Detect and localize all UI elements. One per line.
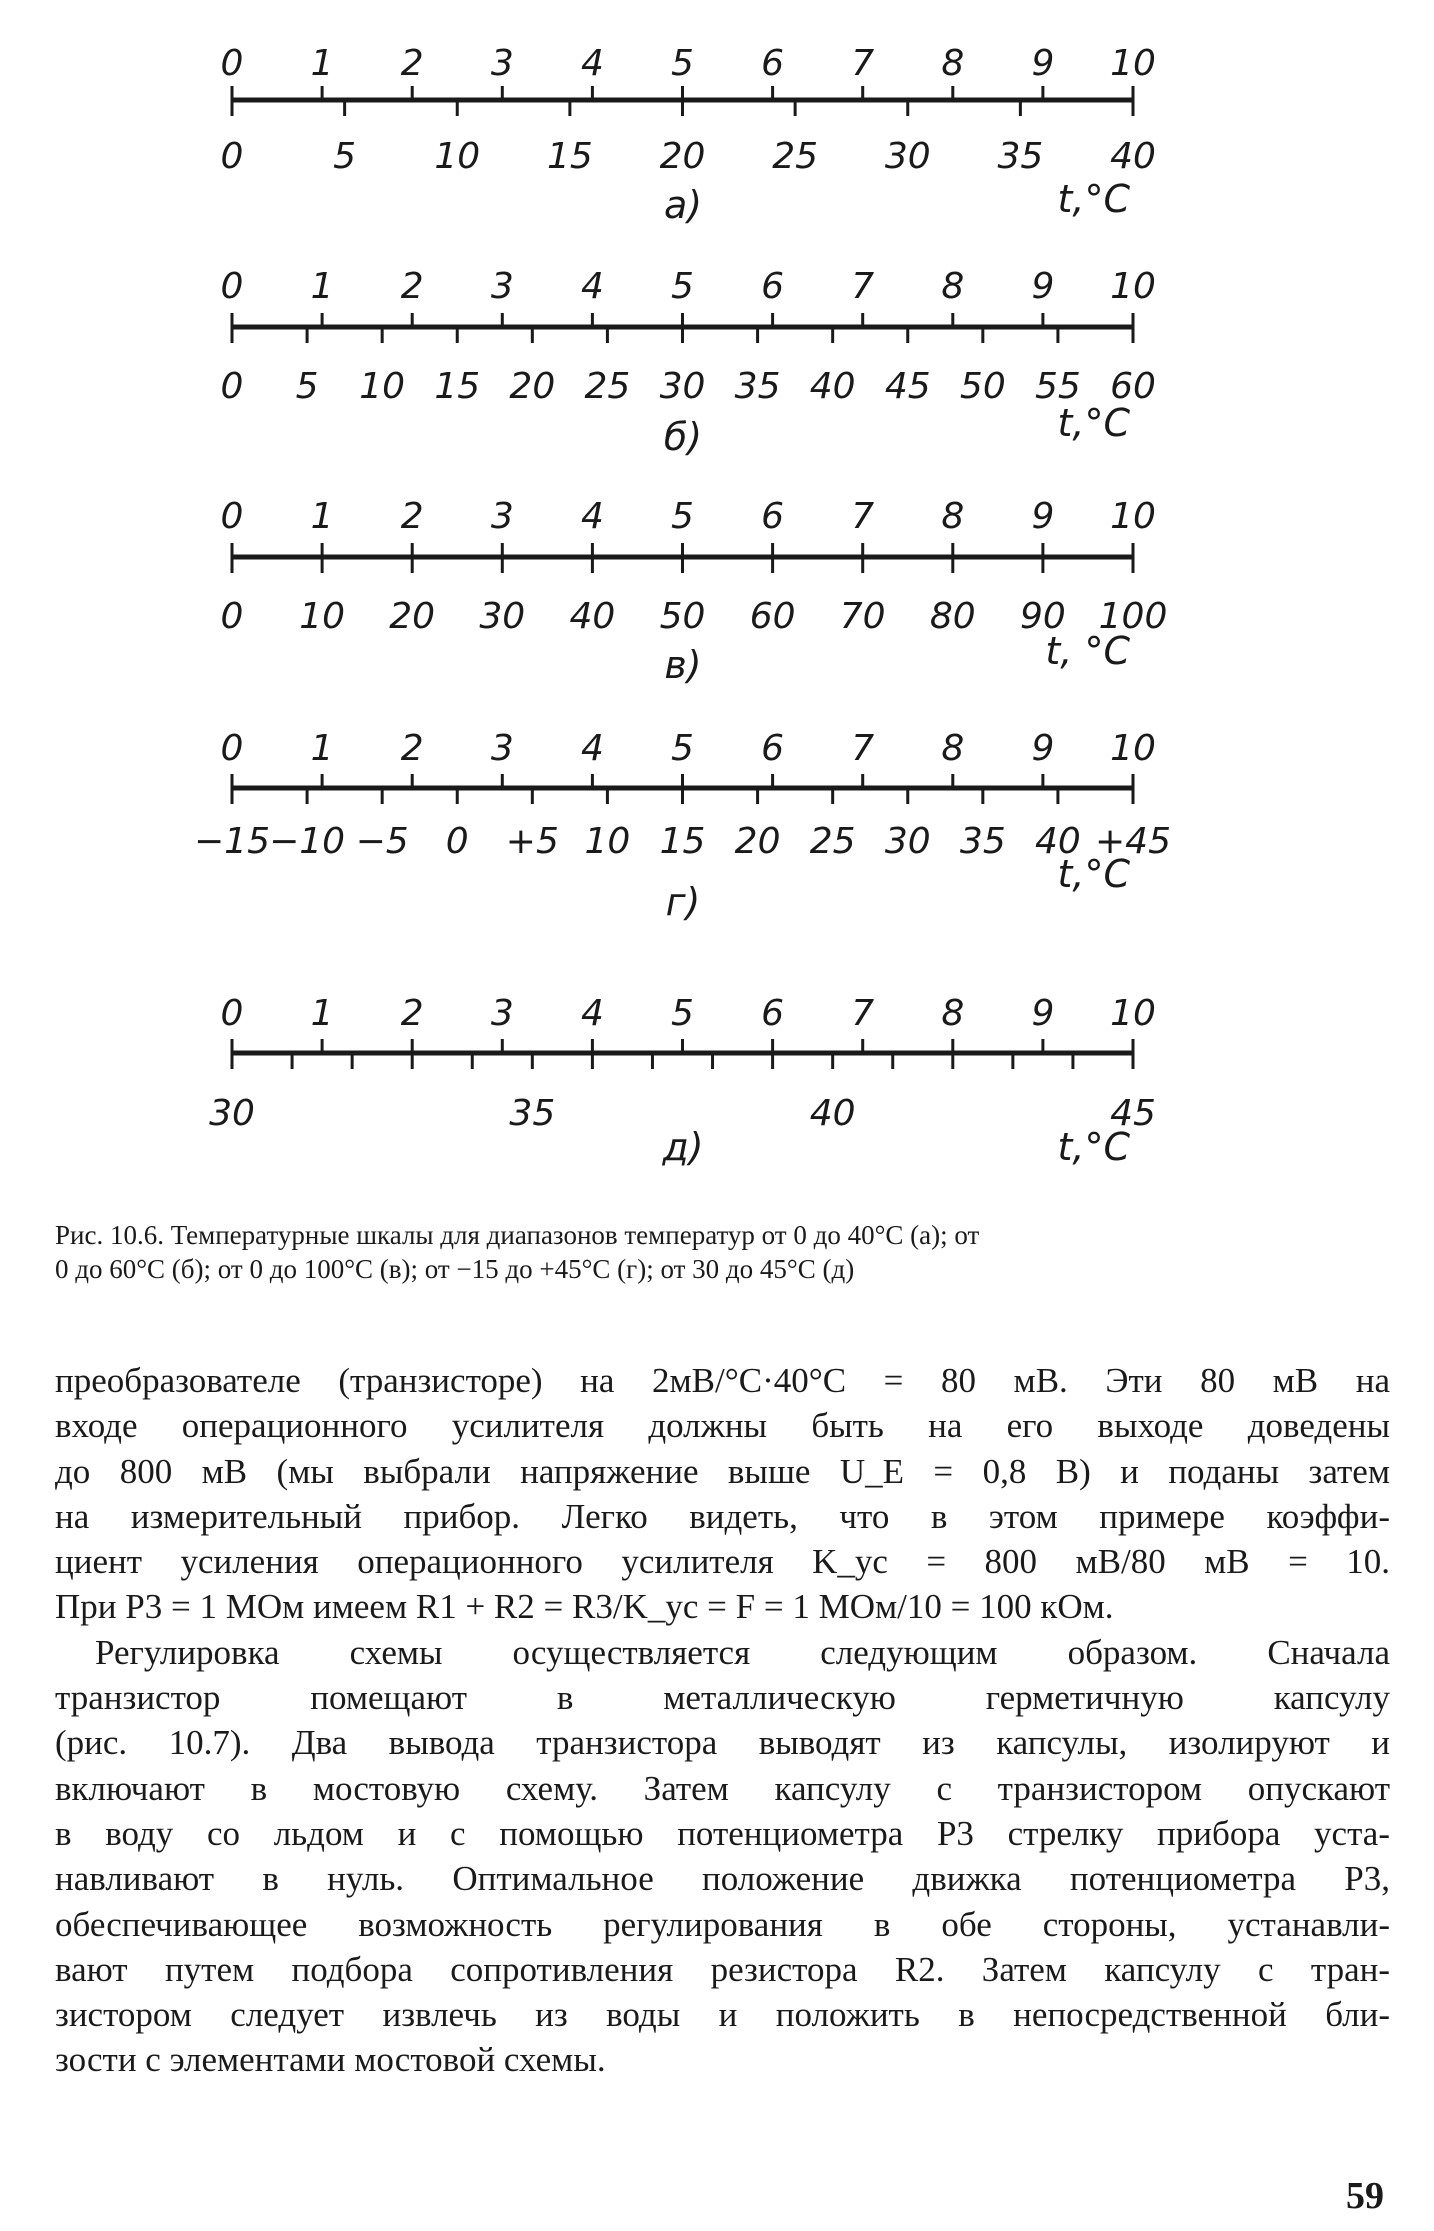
top-tick-label: 5 bbox=[671, 43, 694, 84]
bottom-tick-label: 15 bbox=[546, 136, 593, 177]
top-tick-label: 8 bbox=[941, 43, 965, 84]
body-line: на измерительный прибор. Легко видеть, что в этом примере коэффи- bbox=[55, 1496, 1390, 1536]
bottom-tick-label: 15 bbox=[434, 366, 481, 407]
bottom-tick-label: 20 bbox=[509, 366, 556, 407]
bottom-tick-label: 45 bbox=[884, 366, 931, 407]
bottom-tick-label: 30 bbox=[479, 596, 526, 637]
bottom-tick-label: 30 bbox=[884, 821, 931, 862]
scale-letter-label: г) bbox=[665, 880, 701, 924]
bottom-tick-label: −15 bbox=[194, 821, 270, 862]
body-line: до 800 мВ (мы выбрали напряжение выше U_E = 0,8 В) и поданы затем bbox=[55, 1451, 1390, 1491]
scale-letter-label: в) bbox=[664, 643, 702, 687]
bottom-tick-label: 10 bbox=[584, 821, 631, 862]
top-tick-label: 3 bbox=[490, 496, 514, 537]
body-line: транзистор помещают в металлическую герметичную капсулу bbox=[55, 1678, 1390, 1718]
top-tick-label: 5 bbox=[671, 993, 694, 1034]
bottom-tick-label: 100 bbox=[1098, 596, 1168, 637]
caption-line: Рис. 10.6. Температурные шкалы для диапазонов температур от 0 до 40°С (а); от bbox=[55, 1220, 980, 1250]
top-tick-label: 4 bbox=[580, 728, 604, 769]
top-tick-label: 9 bbox=[1031, 266, 1055, 307]
top-tick-label: 7 bbox=[851, 993, 875, 1034]
unit-label: t,°C bbox=[1057, 852, 1130, 896]
top-tick-label: 6 bbox=[761, 993, 785, 1034]
bottom-tick-label: 60 bbox=[749, 596, 796, 637]
bottom-tick-label: 15 bbox=[659, 821, 706, 862]
bottom-tick-label: 0 bbox=[220, 366, 244, 407]
bottom-tick-label: 35 bbox=[997, 136, 1044, 177]
top-tick-label: 2 bbox=[400, 496, 424, 537]
bottom-tick-label: 0 bbox=[220, 136, 244, 177]
caption-line: 0 до 60°С (б); от 0 до 100°С (в); от −15 до +45°С (г); от 30 до 45°С (д) bbox=[55, 1254, 855, 1284]
bottom-tick-label: 25 bbox=[772, 136, 819, 177]
bottom-tick-label: 55 bbox=[1035, 366, 1081, 407]
bottom-tick-label: +45 bbox=[1095, 821, 1171, 862]
body-line: При P3 = 1 МОм имеем R1 + R2 = R3/K_ус = F = 1 МОм/10 = 100 кОм. bbox=[55, 1587, 1114, 1627]
top-tick-label: 5 bbox=[671, 266, 694, 307]
bottom-tick-label: 30 bbox=[659, 366, 706, 407]
body-line: преобразователе (транзисторе) на 2мВ/°С·40°С = 80 мВ. Эти 80 мВ на bbox=[55, 1361, 1390, 1400]
unit-label: t,°C bbox=[1057, 177, 1130, 221]
top-tick-label: 9 bbox=[1031, 728, 1055, 769]
body-line: циент усиления операционного усилителя K_ус = 800 мВ/80 мВ = 10. bbox=[55, 1542, 1390, 1582]
unit-label: t,°C bbox=[1057, 1125, 1130, 1169]
top-tick-label: 2 bbox=[400, 266, 424, 307]
top-tick-label: 0 bbox=[220, 266, 244, 307]
body-line: Регулировка схемы осуществляется следующим образом. Сначала bbox=[95, 1632, 1390, 1672]
bottom-tick-label: −10 bbox=[269, 821, 346, 862]
top-tick-label: 3 bbox=[490, 993, 514, 1034]
top-tick-label: 1 bbox=[310, 993, 334, 1034]
figure-caption bbox=[55, 1218, 1390, 1286]
top-tick-label: 6 bbox=[761, 728, 785, 769]
bottom-tick-label: 0 bbox=[220, 596, 244, 637]
top-tick-label: 8 bbox=[941, 266, 965, 307]
top-tick-label: 8 bbox=[941, 993, 965, 1034]
bottom-tick-label: 60 bbox=[1110, 366, 1156, 407]
top-tick-label: 0 bbox=[220, 496, 244, 537]
top-tick-label: 5 bbox=[671, 496, 694, 537]
body-line: (рис. 10.7). Два вывода транзистора выводят из капсулы, изолируют и bbox=[55, 1723, 1390, 1763]
top-tick-label: 8 bbox=[941, 728, 965, 769]
top-tick-label: 9 bbox=[1031, 993, 1055, 1034]
top-tick-label: 0 bbox=[220, 728, 244, 769]
unit-label: t,°C bbox=[1057, 401, 1130, 445]
bottom-tick-label: 20 bbox=[734, 821, 781, 862]
top-tick-label: 1 bbox=[310, 266, 334, 307]
body-line: зистором следует извлечь из воды и положить в непосредственной бли- bbox=[55, 1995, 1390, 2035]
bottom-tick-label: 0 bbox=[445, 821, 469, 862]
top-tick-label: 3 bbox=[490, 43, 514, 84]
bottom-tick-label: 40 bbox=[809, 1093, 856, 1134]
top-tick-label: 4 bbox=[580, 496, 604, 537]
top-tick-label: 10 bbox=[1110, 43, 1156, 84]
scale-letter-label: а) bbox=[663, 183, 703, 227]
body-line: в воду со льдом и с помощью потенциометра P3 стрелку прибора уста- bbox=[55, 1813, 1390, 1853]
top-tick-label: 3 bbox=[490, 266, 514, 307]
bottom-tick-label: 20 bbox=[659, 136, 706, 177]
bottom-tick-label: 10 bbox=[434, 136, 481, 177]
bottom-tick-label: 30 bbox=[884, 136, 931, 177]
scale-letter-label: д) bbox=[662, 1125, 704, 1169]
body-line: входе операционного усилителя должны быть на его выходе доведены bbox=[55, 1406, 1390, 1446]
bottom-tick-label: 50 bbox=[959, 366, 1006, 407]
top-tick-label: 0 bbox=[220, 993, 244, 1034]
top-tick-label: 7 bbox=[851, 728, 875, 769]
top-tick-label: 7 bbox=[851, 266, 875, 307]
body-text bbox=[55, 1358, 1390, 2083]
bottom-tick-label: 30 bbox=[209, 1093, 255, 1134]
body-line: зости с элементами мостовой схемы. bbox=[55, 2040, 606, 2080]
top-tick-label: 8 bbox=[941, 496, 965, 537]
bottom-tick-label: 35 bbox=[734, 366, 781, 407]
body-line: обеспечивающее возможность регулирования в обе стороны, устанавли- bbox=[55, 1904, 1390, 1944]
top-tick-label: 10 bbox=[1110, 728, 1156, 769]
bottom-tick-label: 10 bbox=[359, 366, 406, 407]
top-tick-label: 1 bbox=[310, 728, 334, 769]
top-tick-label: 9 bbox=[1031, 43, 1055, 84]
top-tick-label: 10 bbox=[1110, 496, 1156, 537]
bottom-tick-label: 40 bbox=[1035, 821, 1081, 862]
bottom-tick-label: 20 bbox=[389, 596, 436, 637]
bottom-tick-label: 80 bbox=[929, 596, 976, 637]
bottom-tick-label: 5 bbox=[295, 366, 319, 407]
top-tick-label: 2 bbox=[400, 993, 424, 1034]
bottom-tick-label: 5 bbox=[333, 136, 357, 177]
bottom-tick-label: 10 bbox=[299, 596, 346, 637]
bottom-tick-label: 25 bbox=[584, 366, 631, 407]
unit-label: t, °C bbox=[1045, 629, 1130, 673]
bottom-tick-label: +5 bbox=[505, 821, 559, 862]
body-line: навливают в нуль. Оптимальное положение движка потенциометра P3, bbox=[55, 1859, 1390, 1899]
bottom-tick-label: 40 bbox=[1110, 136, 1156, 177]
bottom-tick-label: 70 bbox=[839, 596, 886, 637]
bottom-tick-label: 90 bbox=[1019, 596, 1066, 637]
top-tick-label: 1 bbox=[310, 43, 334, 84]
top-tick-label: 4 bbox=[580, 266, 604, 307]
top-tick-label: 6 bbox=[761, 496, 785, 537]
top-tick-label: 7 bbox=[851, 496, 875, 537]
bottom-tick-label: 40 bbox=[569, 596, 616, 637]
top-tick-label: 1 bbox=[310, 496, 334, 537]
top-tick-label: 3 bbox=[490, 728, 514, 769]
bottom-tick-label: −5 bbox=[355, 821, 409, 862]
top-tick-label: 10 bbox=[1110, 266, 1156, 307]
top-tick-label: 2 bbox=[400, 43, 424, 84]
top-tick-label: 0 bbox=[220, 43, 244, 84]
bottom-tick-label: 40 bbox=[809, 366, 856, 407]
page-number: 59 bbox=[1346, 2175, 1384, 2217]
body-line: вают путем подбора сопротивления резистора R2. Затем капсулу с тран- bbox=[55, 1949, 1390, 1989]
bottom-tick-label: 45 bbox=[1110, 1093, 1156, 1134]
top-tick-label: 5 bbox=[671, 728, 694, 769]
top-tick-label: 9 bbox=[1031, 496, 1055, 537]
top-tick-label: 6 bbox=[761, 43, 785, 84]
body-line: включают в мостовую схему. Затем капсулу с транзистором опускают bbox=[55, 1768, 1390, 1808]
top-tick-label: 7 bbox=[851, 43, 875, 84]
top-tick-label: 4 bbox=[580, 43, 604, 84]
bottom-tick-label: 50 bbox=[659, 596, 706, 637]
top-tick-label: 2 bbox=[400, 728, 424, 769]
scale-letter-label: б) bbox=[663, 415, 703, 459]
top-tick-label: 4 bbox=[580, 993, 604, 1034]
bottom-tick-label: 35 bbox=[509, 1093, 556, 1134]
bottom-tick-label: 25 bbox=[809, 821, 856, 862]
top-tick-label: 6 bbox=[761, 266, 785, 307]
top-tick-label: 10 bbox=[1110, 993, 1156, 1034]
bottom-tick-label: 35 bbox=[959, 821, 1006, 862]
